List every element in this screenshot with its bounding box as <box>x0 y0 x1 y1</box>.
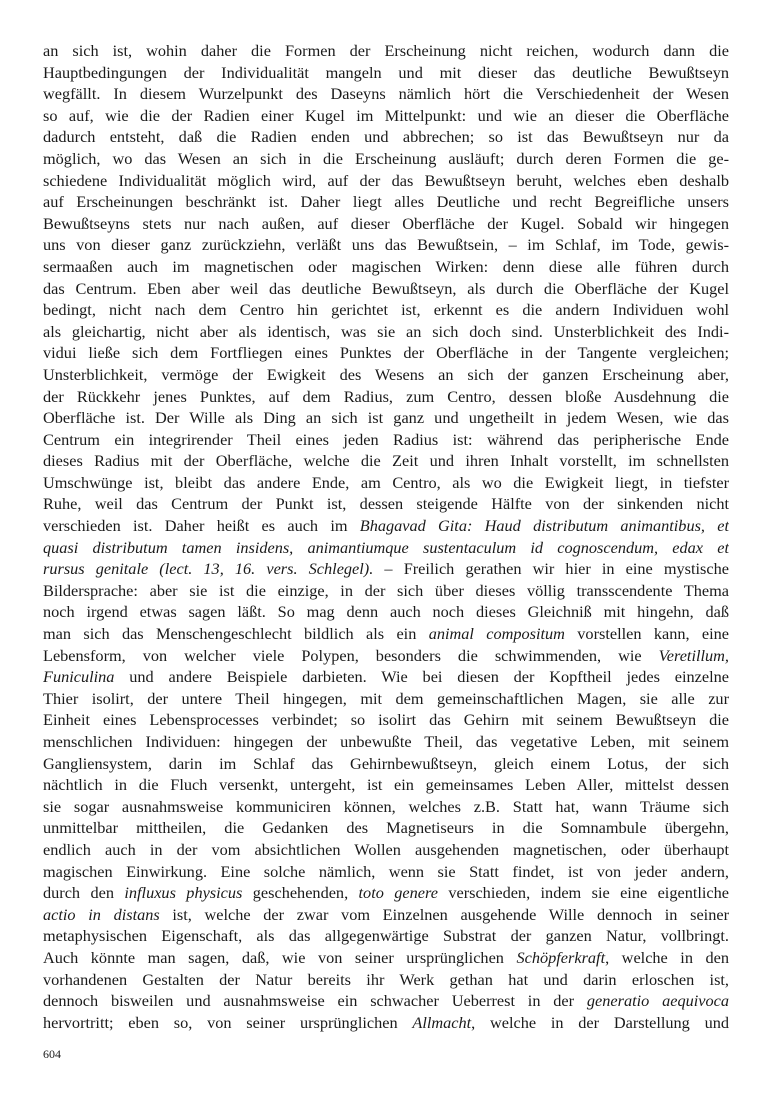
text-segment: verschieden ist. Daher heißt es auch im <box>43 516 360 536</box>
italic-text: animal compositum <box>428 624 565 644</box>
text-line <box>43 623 729 645</box>
text-line <box>43 256 729 278</box>
text-segment: Lebensform, von welcher viele Polypen, besonders die schwimmenden, wie <box>43 645 659 665</box>
text-line <box>43 407 729 429</box>
text-segment: unmittelbar mittheilen, die Gedanken des Magnetiseurs in die Somnambule übergehn, <box>43 818 729 838</box>
text-line <box>43 40 729 62</box>
text-line <box>43 947 729 969</box>
text-segment: ist, welche der zwar vom Einzelnen ausgehende Wille dennoch in seiner <box>159 904 729 924</box>
text-segment: möglich, wo das Wesen an sich in die Erscheinung ausläuft; durch deren Formen die ge- <box>43 148 729 168</box>
text-line <box>43 839 729 861</box>
text-line <box>43 429 729 451</box>
text-segment: nächtlich in die Fluch versenkt, untergeht, ist ein gemeinsames Leben Aller, mittelst dessen <box>43 775 729 795</box>
text-line <box>43 126 729 148</box>
text-line <box>43 861 729 883</box>
text-segment: Thier isolirt, der untere Theil hingegen, mit dem gemeinschaftlichen Magen, sie alle zur <box>43 688 729 708</box>
text-line <box>43 342 729 364</box>
text-segment: uns von dieser ganz zurückziehn, verläßt uns das Bewußtsein, – im Schlaf, im Tode, gewis- <box>43 235 729 255</box>
text-segment: sermaaßen auch im magnetischen oder magischen Wirken: denn diese alle führen durch <box>43 256 729 276</box>
text-line <box>43 753 729 775</box>
text-segment: dadurch entsteht, daß die Radien enden und abbrechen; so ist das Bewußtseyn nur da <box>43 127 729 147</box>
text-segment: magischen Einwirkung. Eine solche nämlich, wenn sie Statt findet, ist von jeder andern, <box>43 861 729 881</box>
body-text <box>43 40 729 1033</box>
text-line <box>43 774 729 796</box>
text-line <box>43 364 729 386</box>
italic-text: Funiculina <box>43 667 115 687</box>
text-line <box>43 493 729 515</box>
text-segment: Ruhe, weil das Centrum der Punkt ist, dessen steigende Hälfte von der sinkenden nicht <box>43 494 729 514</box>
text-segment: dennoch bisweilen und ausnahmsweise ein schwacher Ueberrest in der <box>43 991 587 1011</box>
text-segment: Einheit eines Lebensprocesses verbindet; so isolirt das Gehirn mit seinem Bewußtseyn die <box>43 710 729 730</box>
text-line <box>43 537 729 559</box>
italic-text: Allmacht <box>412 1012 472 1032</box>
text-line <box>43 170 729 192</box>
text-segment: sie sogar ausnahmsweise kommuniciren können, welches z.B. Statt hat, wann Träume sich <box>43 796 729 816</box>
text-line <box>43 105 729 127</box>
text-segment: Hauptbedingungen der Individualität mangeln und mit dieser das deutliche Bewußtseyn <box>43 62 729 82</box>
text-line <box>43 925 729 947</box>
text-segment: das Centrum. Eben aber weil das deutliche Bewußtseyn, als durch die Oberfläche der Kugel <box>43 278 729 298</box>
text-segment: – Freilich gerathen wir hier in eine mystische <box>373 559 729 579</box>
text-segment: dieses Radius mit der Oberfläche, welche die Zeit und ihren Inhalt vorstellt, im schnellsten <box>43 451 729 471</box>
text-line <box>43 882 729 904</box>
text-segment: auf Erscheinungen beschränkt ist. Daher liegt alles Deutliche und recht Begreifliche unsers <box>43 192 729 212</box>
italic-text: Bhagavad Gita: Haud distributum animantibus, et <box>359 516 729 536</box>
text-segment: vorhandenen Gestalten der Natur bereits ihr Werk gethan hat und darin erloschen ist, <box>43 969 729 989</box>
italic-text: rursus genitale (lect. 13, 16. vers. Schlegel). <box>43 559 374 579</box>
text-segment: vorstellen kann, eine <box>564 624 729 644</box>
text-segment: , welche in der Darstellung und <box>471 1012 729 1032</box>
text-line <box>43 731 729 753</box>
text-segment: Unsterblichkeit, vermöge der Ewigkeit des Wesens an sich der ganzen Erscheinung aber, <box>43 364 729 384</box>
text-line <box>43 515 729 537</box>
text-line <box>43 969 729 991</box>
text-segment: metaphysischen Eigenschaft, als das allgegenwärtige Substrat der ganzen Natur, vollbringt. <box>43 926 729 946</box>
text-segment: Centrum ein integrirender Theil eines jeden Radius ist: während das peripherische Ende <box>43 429 729 449</box>
italic-text: quasi distributum tamen insidens, animantiumque sustentaculum id cognoscendum, edax et <box>43 537 729 557</box>
text-line <box>43 580 729 602</box>
italic-text: influxus physicus <box>124 883 243 903</box>
text-segment: , welche in den <box>605 947 729 967</box>
text-segment: menschlichen Individuen: hingegen der unbewußte Theil, das vegetative Leben, mit seinem <box>43 732 729 751</box>
italic-text: Schöpferkraft <box>516 947 606 967</box>
text-segment: hervortritt; eben so, von seiner ursprünglichen <box>43 1012 413 1032</box>
text-segment: Gangliensystem, darin im Schlaf das Gehirnbewußtseyn, gleich einem Lotus, der sich <box>43 753 729 773</box>
text-segment: vidui ließe sich dem Fortfliegen eines Punktes der Oberfläche in der Tangente vergleichen; <box>43 343 729 363</box>
text-segment: der Rückkehr jenes Punktes, auf dem Radius, zum Centro, dessen bloße Ausdehnung die <box>43 386 729 406</box>
text-segment: verschieden, indem sie eine eigentliche <box>437 883 729 903</box>
text-line <box>43 213 729 235</box>
text-line <box>43 990 729 1012</box>
italic-text: Veretillum, <box>658 645 729 665</box>
italic-text: generatio aequivoca <box>586 991 729 1011</box>
text-segment: Umschwünge ist, bleibt das andere Ende, am Centro, als wo die Ewigkeit liegt, in tiefster <box>43 472 729 492</box>
text-segment: schiedene Individualität möglich wird, auf der das Bewußtseyn beruht, welches eben deshalb <box>43 170 729 190</box>
text-line <box>43 558 729 580</box>
text-segment: Oberfläche ist. Der Wille als Ding an sich ist ganz und ungetheilt in jedem Wesen, wie das <box>43 408 729 428</box>
text-segment: noch irgend etwas sagen läßt. So mag denn auch noch dieses Gleichniß mit hingehn, daß <box>43 602 729 622</box>
text-segment: als gleichartig, nicht aber als identisch, was sie an sich doch sind. Unsterblichkeit des Indi- <box>43 321 729 341</box>
text-segment: bedingt, nicht nach dem Centro hin gerichtet ist, erkennt es die andern Individuen wohl <box>43 300 729 320</box>
text-segment: durch den <box>43 883 125 903</box>
text-line <box>43 904 729 926</box>
text-line <box>43 666 729 688</box>
text-line <box>43 688 729 710</box>
text-line <box>43 1012 729 1034</box>
italic-text: toto genere <box>358 883 438 903</box>
text-segment: wegfällt. In diesem Wurzelpunkt des Daseyns nämlich hört die Verschiedenheit der Wesen <box>43 84 729 104</box>
text-line <box>43 299 729 321</box>
text-segment: Auch könnte man sagen, daß, wie von seiner ursprünglichen <box>43 947 517 967</box>
text-segment: Bildersprache: aber sie ist die einzige, in der sich über dieses völlig transscendente Thema <box>43 580 729 600</box>
text-line <box>43 601 729 623</box>
text-line <box>43 148 729 170</box>
text-line <box>43 645 729 667</box>
text-segment: so auf, wie die der Radien einer Kugel im Mittelpunkt: und wie an dieser die Oberfläche <box>43 105 729 125</box>
text-line <box>43 234 729 256</box>
text-line <box>43 796 729 818</box>
text-line <box>43 817 729 839</box>
text-segment: an sich ist, wohin daher die Formen der Erscheinung nicht reichen, wodurch dann die <box>43 41 729 60</box>
text-segment: man sich das Menschengeschlecht bildlich als ein <box>43 624 429 644</box>
text-segment: und andere Beispiele darbieten. Wie bei diesen der Kopftheil jedes einzelne <box>114 667 729 687</box>
text-line <box>43 321 729 343</box>
text-line <box>43 83 729 105</box>
text-line <box>43 191 729 213</box>
page-number: 604 <box>43 1047 61 1061</box>
text-segment: endlich auch in der vom absichtlichen Wollen ausgehenden magnetischen, oder überhaupt <box>43 839 729 859</box>
text-line <box>43 709 729 731</box>
text-line <box>43 62 729 84</box>
text-segment: geschehenden, <box>242 883 359 903</box>
italic-text: actio in distans <box>43 904 160 924</box>
text-line <box>43 450 729 472</box>
text-line <box>43 386 729 408</box>
text-line <box>43 472 729 494</box>
text-line <box>43 278 729 300</box>
text-segment: Bewußtseyns stets nur nach außen, auf dieser Oberfläche der Kugel. Sobald wir hingegen <box>43 213 729 233</box>
